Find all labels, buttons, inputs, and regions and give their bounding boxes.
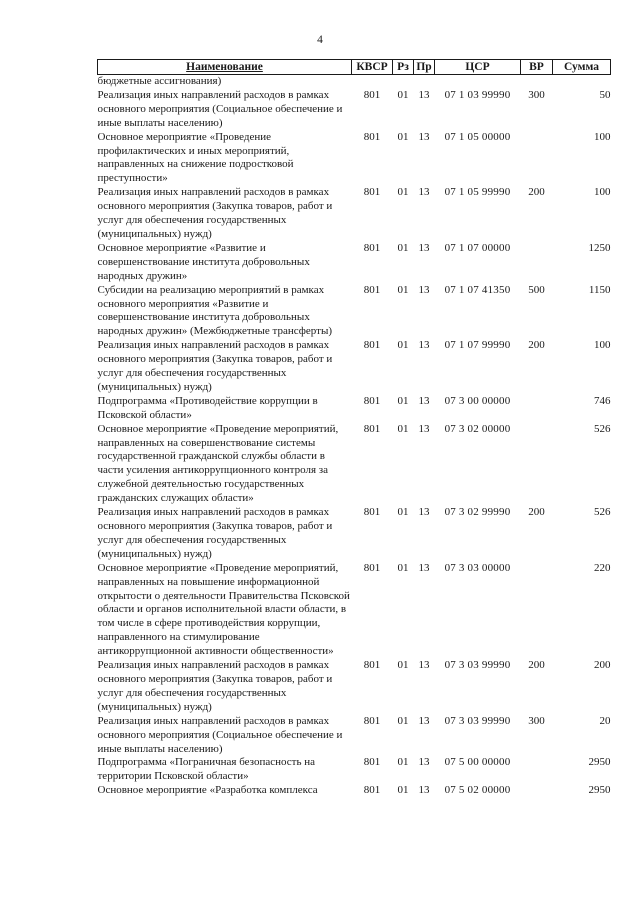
row-vr — [521, 784, 553, 798]
row-kvsr: 801 — [363, 186, 381, 199]
table-row — [98, 75, 611, 89]
row-pr: 13 — [418, 561, 430, 574]
row-kvsr: 801 — [363, 756, 381, 769]
row-kvsr: 801 — [363, 241, 381, 254]
row-sum: 220 — [594, 561, 611, 574]
row-name: Основное мероприятие «Развитие и совершенствование института добровольных народных дружин» — [97, 241, 310, 282]
row-csr: 07 1 05 99990 — [444, 186, 511, 199]
row-name: Реализация иных направлений расходов в рамках основного мероприятия (Закупка товаров, работ и услуг для обеспечения государственных (муниципальных) нужд) — [97, 339, 333, 393]
row-csr: 07 3 03 99990 — [444, 714, 511, 727]
row-pr: 13 — [418, 186, 430, 199]
table-row — [98, 659, 611, 715]
row-kvsr: 801 — [363, 714, 381, 727]
row-vr: 300 — [528, 88, 545, 101]
row-vr — [521, 395, 553, 423]
header-csr: ЦСР — [435, 60, 521, 75]
row-name: Реализация иных направлений расходов в рамках основного мероприятия (Закупка товаров, работ и услуг для обеспечения государственных (муниципальных) нужд) — [97, 506, 333, 560]
header-sum: Сумма — [553, 60, 611, 75]
budget-table — [97, 59, 611, 798]
table-row — [98, 506, 611, 562]
row-rz: 01 — [397, 756, 409, 769]
row-csr: 07 3 02 00000 — [444, 422, 511, 435]
row-vr — [521, 756, 553, 784]
row-csr: 07 3 03 00000 — [444, 561, 511, 574]
row-sum: 2950 — [588, 784, 611, 797]
row-rz: 01 — [397, 283, 409, 296]
row-kvsr: 801 — [363, 130, 381, 143]
table-row — [98, 715, 611, 757]
row-csr: 07 1 05 00000 — [444, 130, 511, 143]
row-sum: 2950 — [588, 756, 611, 769]
row-csr: 07 5 00 00000 — [444, 756, 511, 769]
row-vr — [521, 242, 553, 284]
row-vr: 500 — [528, 283, 545, 296]
row-kvsr — [352, 75, 393, 89]
row-rz: 01 — [397, 506, 409, 519]
row-name: Реализация иных направлений расходов в рамках основного мероприятия (Закупка товаров, работ и услуг для обеспечения государственных (муниципальных) нужд) — [97, 186, 333, 240]
row-pr: 13 — [418, 784, 430, 797]
row-vr — [521, 75, 553, 89]
row-kvsr: 801 — [363, 506, 381, 519]
row-kvsr: 801 — [363, 561, 381, 574]
row-rz: 01 — [397, 561, 409, 574]
row-kvsr: 801 — [363, 784, 381, 797]
row-rz — [393, 75, 414, 89]
row-rz: 01 — [397, 130, 409, 143]
header-vr: ВР — [521, 60, 553, 75]
row-vr: 200 — [528, 186, 545, 199]
row-sum: 100 — [594, 339, 611, 352]
row-rz: 01 — [397, 394, 409, 407]
table-header — [98, 60, 611, 75]
row-name: Основное мероприятие «Разработка комплекса — [97, 784, 318, 797]
table-row — [98, 562, 611, 659]
row-sum: 50 — [599, 88, 611, 101]
row-vr: 300 — [528, 714, 545, 727]
row-csr: 07 1 07 00000 — [444, 241, 511, 254]
table-row — [98, 89, 611, 131]
row-vr — [521, 423, 553, 506]
row-pr: 13 — [418, 756, 430, 769]
row-csr — [435, 75, 521, 89]
row-name: Реализация иных направлений расходов в рамках основного мероприятия (Социальное обеспечение и иные выплаты населению) — [97, 88, 343, 129]
table-row — [98, 131, 611, 187]
row-sum: 746 — [594, 394, 611, 407]
row-name: Основное мероприятие «Проведение мероприятий, направленных на совершенствование системы государственной гражданской службы области в части усиления антикоррупционного контроля за служебной деятельностью государственных гражданских служащих области» — [97, 422, 339, 505]
row-vr — [521, 562, 553, 659]
header-pr: Пр — [414, 60, 435, 75]
row-vr: 200 — [528, 506, 545, 519]
row-vr: 200 — [528, 659, 545, 672]
row-rz: 01 — [397, 339, 409, 352]
row-csr: 07 3 03 99990 — [444, 659, 511, 672]
row-pr: 13 — [418, 394, 430, 407]
table-row — [98, 242, 611, 284]
table-row — [98, 756, 611, 784]
row-sum: 526 — [594, 422, 611, 435]
row-sum: 200 — [594, 659, 611, 672]
table-row — [98, 339, 611, 395]
page-number: 4 — [317, 34, 323, 46]
row-sum — [553, 75, 611, 89]
row-name: Субсидии на реализацию мероприятий в рамках основного мероприятия «Развитие и совершенствование института добровольных народных дружин» (Межбюджетные трансферты) — [97, 283, 333, 338]
row-rz: 01 — [397, 422, 409, 435]
table-row — [98, 284, 611, 340]
row-name: Основное мероприятие «Проведение профилактических и иных мероприятий, направленных на снижение подростковой преступности» — [97, 130, 294, 185]
row-rz: 01 — [397, 784, 409, 797]
row-pr: 13 — [418, 88, 430, 101]
row-pr: 13 — [418, 130, 430, 143]
header-kvsr: КВСР — [352, 60, 393, 75]
table-row — [98, 423, 611, 506]
row-pr: 13 — [418, 506, 430, 519]
header-name: Наименование — [98, 60, 352, 75]
row-sum: 20 — [599, 714, 611, 727]
row-sum: 1150 — [588, 283, 611, 296]
row-name: Реализация иных направлений расходов в рамках основного мероприятия (Социальное обеспечение и иные выплаты населению) — [97, 714, 343, 755]
row-sum: 526 — [594, 506, 611, 519]
row-rz: 01 — [397, 714, 409, 727]
row-csr: 07 1 03 99990 — [444, 88, 511, 101]
row-pr: 13 — [418, 714, 430, 727]
row-name: Подпрограмма «Противодействие коррупции в Псковской области» — [97, 394, 318, 421]
row-kvsr: 801 — [363, 659, 381, 672]
row-pr: 13 — [418, 422, 430, 435]
row-rz: 01 — [397, 241, 409, 254]
row-pr — [414, 75, 435, 89]
row-name: Реализация иных направлений расходов в рамках основного мероприятия (Закупка товаров, работ и услуг для обеспечения государственных (муниципальных) нужд) — [97, 659, 333, 713]
row-sum: 100 — [594, 130, 611, 143]
table-row — [98, 784, 611, 798]
row-kvsr: 801 — [363, 394, 381, 407]
table-body — [98, 75, 611, 799]
row-rz: 01 — [397, 186, 409, 199]
row-rz: 01 — [397, 659, 409, 672]
row-sum: 100 — [594, 186, 611, 199]
row-kvsr: 801 — [363, 88, 381, 101]
row-csr: 07 1 07 99990 — [444, 339, 511, 352]
row-name: Основное мероприятие «Проведение мероприятий, направленных на повышение информационной открытости о деятельности Правительства Псковской области и органов исполнительной власти области, в том числе в сфере противодействия коррупции, направленного на стимулирование антикоррупционной активности общественности» — [97, 561, 350, 658]
row-rz: 01 — [397, 88, 409, 101]
row-csr: 07 1 07 41350 — [444, 283, 511, 296]
row-kvsr: 801 — [363, 422, 381, 435]
row-csr: 07 3 02 99990 — [444, 506, 511, 519]
row-name: Подпрограмма «Пограничная безопасность на территории Псковской области» — [97, 756, 315, 783]
table-row — [98, 186, 611, 242]
row-csr: 07 3 00 00000 — [444, 394, 511, 407]
row-name: бюджетные ассигнования) — [97, 75, 222, 87]
row-kvsr: 801 — [363, 283, 381, 296]
row-vr: 200 — [528, 339, 545, 352]
table-row — [98, 395, 611, 423]
row-csr: 07 5 02 00000 — [444, 784, 511, 797]
row-pr: 13 — [418, 659, 430, 672]
row-kvsr: 801 — [363, 339, 381, 352]
row-pr: 13 — [418, 339, 430, 352]
row-vr — [521, 131, 553, 187]
row-pr: 13 — [418, 241, 430, 254]
header-rz: Рз — [393, 60, 414, 75]
row-pr: 13 — [418, 283, 430, 296]
row-sum: 1250 — [588, 241, 611, 254]
